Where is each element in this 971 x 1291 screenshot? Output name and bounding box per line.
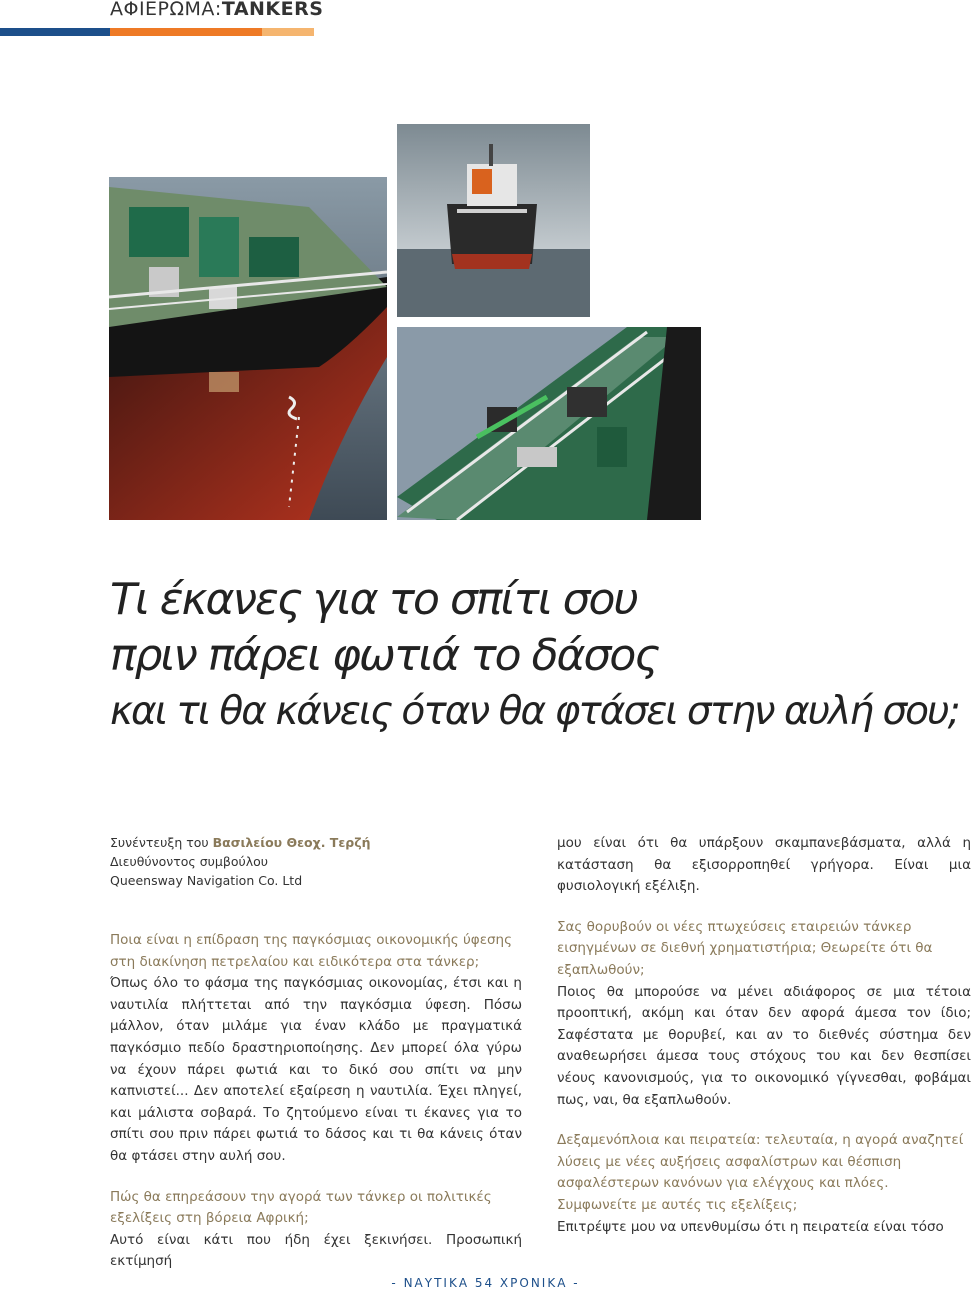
byline [110, 833, 522, 890]
tanker-stern-photo [397, 124, 590, 317]
answer-2-continued: μου είναι ότι θα υπάρξουν σκαμπανεβάσματα, αλλά η κατάσταση θα εξισορροπηθεί γρήγορα. Είναι μια φυσιολογική εξέλιξη. [557, 835, 971, 895]
question-2: Πώς θα επηρεάσουν την αγορά των τάνκερ οι πολιτικές εξελίξεις στη βόρεια Αφρική; [110, 1188, 492, 1227]
headline-line-1: Τι έκανες για το σπίτι σου [110, 574, 637, 625]
right-column [557, 833, 971, 1238]
question-1: Ποια είναι η επίδραση της παγκόσμιας οικονομικής ύφεσης στη διακίνηση πετρελαίου και ειδικότερα στα τάνκερ; [110, 932, 513, 970]
headline-line-3: και τι θα κάνεις όταν θα φτάσει στην αυλή σου; [110, 689, 959, 734]
left-column [110, 833, 522, 1273]
article-headline [110, 572, 960, 740]
section-topic: TANKERS [221, 0, 324, 20]
header-bar-light-orange [262, 28, 314, 36]
headline-line-2: πριν πάρει φωτιά το δάσος [110, 630, 659, 681]
answer-2: Αυτό είναι κάτι που ήδη έχει ξεκινήσει. Προσωπική εκτίμησή [110, 1231, 522, 1270]
section-header [110, 0, 323, 20]
byline-company: Queensway Navigation Co. Ltd [110, 873, 303, 888]
question-3: Σας θορυβούν οι νέες πτωχεύσεις εταιρειών τάνκερ εισηγμένων σε διεθνή χρηματιστήρια; Θεωρείτε ότι θα εξαπλωθούν; [557, 918, 933, 978]
page-footer: - ΝΑΥΤΙΚΑ 54 ΧΡΟΝΙΚΑ - [391, 1276, 580, 1290]
byline-name: Βασιλείου Θεοχ. Τερζή [212, 835, 371, 850]
byline-prefix: Συνέντευξη του [110, 835, 213, 850]
answer-1: Όπως όλο το φάσμα της παγκόσμιας οικονομίας, έτσι και η ναυτιλία πλήττεται από την παγκόσμια ύφεση. Πόσω μάλλον, όταν μιλάμε για έναν κλάδο με πραγματικά παγκόσμιο πεδίο δραστηριοποίησης. Δεν μπορεί όλα γύρω να έχουν πάρει φωτιά και το δικό σου σπίτι να μην καπνιστεί... Δεν αποτελεί εξαίρεση η ναυτιλία. Έχει πληγεί, και μάλιστα σοβαρά. Το ζητούμενο είναι τι έκανες για το σπίτι σου πριν πάρει φωτιά το δάσος και τι θα κάνεις όταν θα φτάσει στην αυλή σου. [110, 975, 522, 1164]
section-label: ΑΦΙΕΡΩΜΑ: [110, 0, 222, 20]
answer-3: Ποιος θα μπορούσε να μένει αδιάφορος σε μια τέτοια προοπτική, ακόμη και όταν δεν αφορά άμεσα τον ίδιο; Σαφέστατα με θορυβεί, και αν το διεθνές σύστημα δεν αναθεωρήσει άμεσα τους στόχους του και δεν θεσπίσει νέους κανονισμούς, για το οικονομικό γίγνεσθαι, φοβάμαι πως, ναι, θα εξαπλωθούν. [557, 983, 971, 1108]
byline-role: Διευθύνοντος συμβούλου [110, 854, 268, 869]
question-4: Δεξαμενόπλοια και πειρατεία: τελευταία, η αγορά αναζητεί λύσεις με νέες αυξήσεις ασφαλίστρων και θέσπιση ασφαλέστερων κανόνων για ελέγχους και πλόες. Συμφωνείτε με αυτές τις εξελίξεις; [557, 1132, 964, 1213]
tanker-bow-photo [109, 177, 387, 520]
header-bar-orange [110, 28, 262, 36]
answer-4: Επιτρέψτε μου να υπενθυμίσω ότι η πειρατεία είναι τόσο [557, 1218, 944, 1235]
header-bar-blue [0, 28, 110, 36]
tanker-deck-photo [397, 327, 701, 520]
